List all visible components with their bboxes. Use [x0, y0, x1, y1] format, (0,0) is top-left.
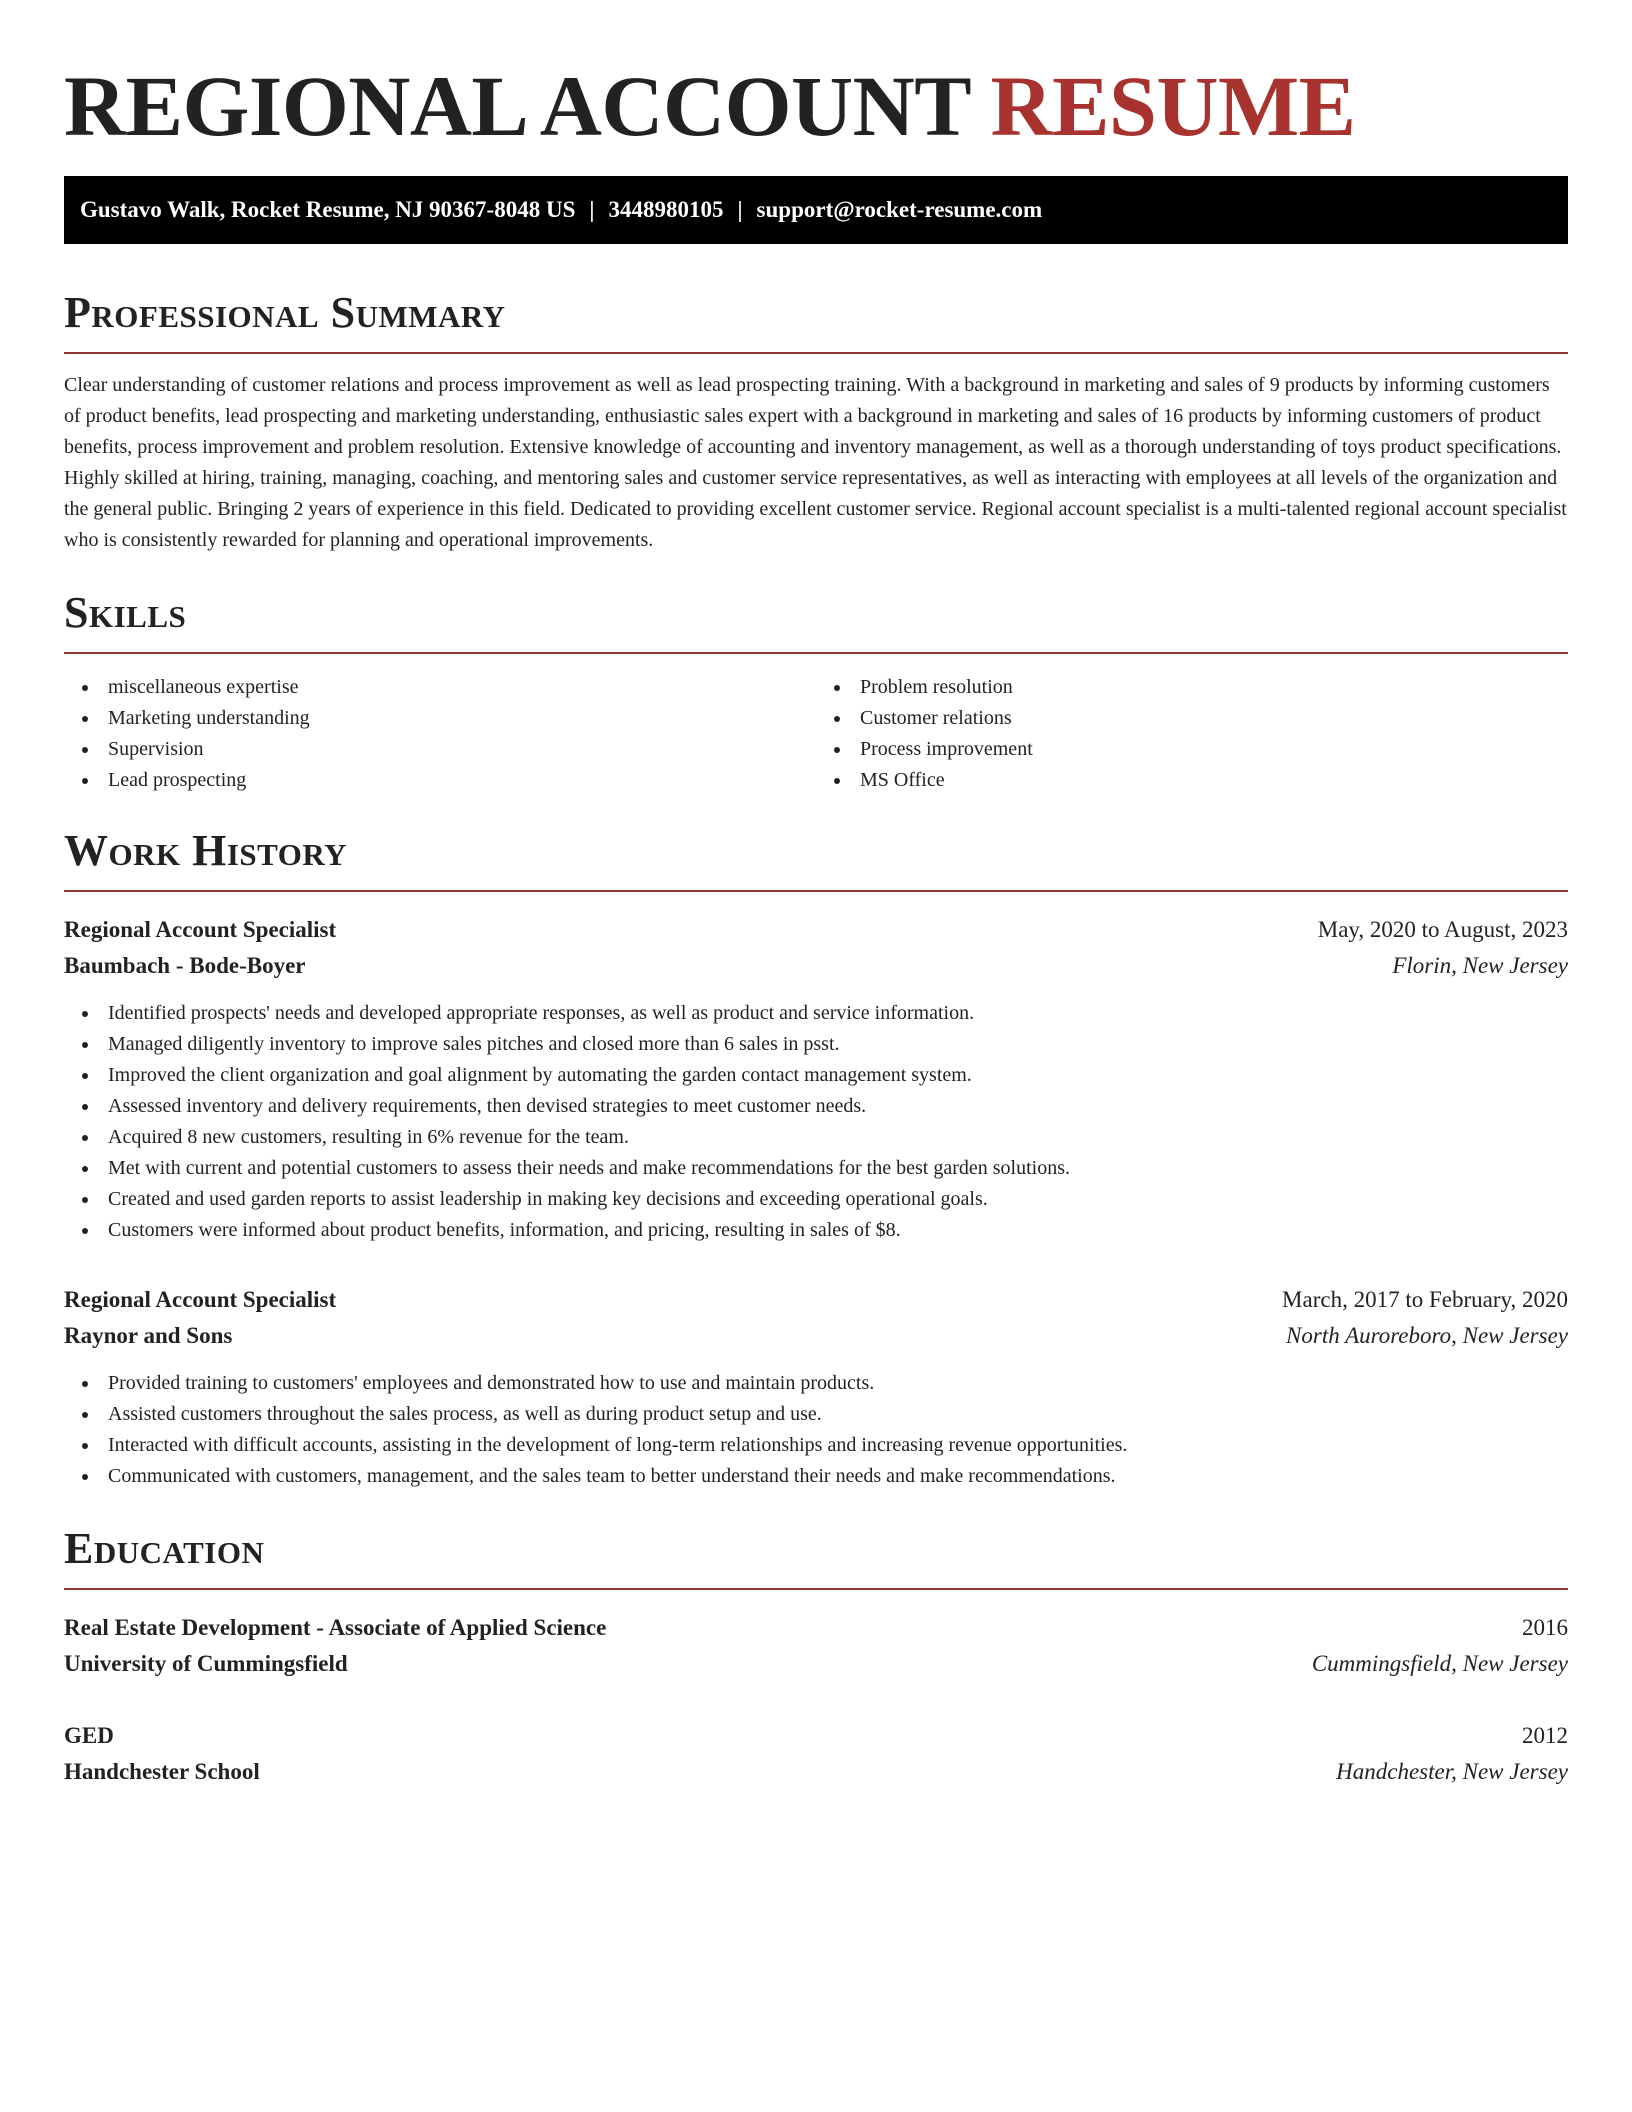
- summary-section: [64, 288, 1568, 556]
- education-heading: Education: [64, 1524, 265, 1573]
- contact-bar: [64, 176, 1568, 244]
- summary-heading: Professional Summary: [64, 288, 506, 337]
- education-entry: [64, 1610, 1568, 1682]
- education-degree: Real Estate Development - Associate of Applied Science: [64, 1615, 607, 1640]
- job-bullet: Interacted with difficult accounts, assisting in the development of long-term relationships and increasing revenue opportunities.: [64, 1430, 1568, 1461]
- job-bullets: [64, 998, 1568, 1246]
- skill-item: Process improvement: [816, 734, 1568, 765]
- job-header-row: [64, 1282, 1568, 1318]
- job-bullet: Managed diligently inventory to improve sales pitches and closed more than 6 sales in psst.: [64, 1029, 1568, 1060]
- title-main: REGIONAL ACCOUNT: [64, 58, 970, 154]
- skill-item: Marketing understanding: [64, 703, 816, 734]
- job-company-row: [64, 1318, 1568, 1354]
- education-degree: GED: [64, 1723, 114, 1748]
- education-year: 2012: [1522, 1723, 1568, 1748]
- job-dates: May, 2020 to August, 2023: [1317, 917, 1568, 942]
- education-degree-row: [64, 1610, 1568, 1646]
- job-location: North Auroreboro, New Jersey: [1286, 1323, 1568, 1348]
- job-bullet: Acquired 8 new customers, resulting in 6% revenue for the team.: [64, 1122, 1568, 1153]
- education-location: Handchester, New Jersey: [1336, 1759, 1568, 1784]
- skill-item: Customer relations: [816, 703, 1568, 734]
- job-entry: [64, 912, 1568, 1246]
- summary-text: Clear understanding of customer relations and process improvement as well as lead prospecting training. With a background in marketing and sales of 9 products by informing customers of product benefits, lead prospecting and marketing understanding, enthusiastic sales expert with a background in marketing and sales of 16 products by informing customers of product benefits, process improvement and problem resolution. Extensive knowledge of accounting and inventory management, as well as a thorough understanding of toys product specifications. Highly skilled at hiring, training, managing, coaching, and mentoring sales and customer service representatives, as well as interacting with employees at all levels of the organization and the general public. Bringing 2 years of experience in this field. Dedicated to providing excellent customer service. Regional account specialist is a multi-talented regional account specialist who is consistently rewarded for planning and operational improvements.: [64, 374, 1567, 551]
- job-dates: March, 2017 to February, 2020: [1282, 1287, 1568, 1312]
- job-company-row: [64, 948, 1568, 984]
- work-history-heading: Work History: [64, 826, 348, 875]
- education-location: Cummingsfield, New Jersey: [1311, 1651, 1568, 1676]
- job-bullets: [64, 1368, 1568, 1492]
- contact-separator: |: [589, 197, 595, 222]
- job-bullet: Provided training to customers' employees and demonstrated how to use and maintain products.: [64, 1368, 1568, 1399]
- skills-column-right: [816, 672, 1568, 796]
- skills-column-left: [64, 672, 816, 796]
- skills-heading: Skills: [64, 588, 187, 637]
- section-divider: [64, 352, 1568, 354]
- job-bullet: Created and used garden reports to assist leadership in making key decisions and exceeding operational goals.: [64, 1184, 1568, 1215]
- education-degree-row: [64, 1718, 1568, 1754]
- skill-item: Lead prospecting: [64, 765, 816, 796]
- education-school-row: [64, 1754, 1568, 1790]
- job-location: Florin, New Jersey: [1392, 953, 1568, 978]
- section-divider: [64, 890, 1568, 892]
- education-section: [64, 1524, 1568, 1790]
- skills-section: [64, 588, 1568, 796]
- contact-email: support@rocket-resume.com: [756, 197, 1043, 222]
- work-history-section: [64, 826, 1568, 1492]
- job-bullet: Assessed inventory and delivery requirements, then devised strategies to meet customer needs.: [64, 1091, 1568, 1122]
- education-school-row: [64, 1646, 1568, 1682]
- job-title: Regional Account Specialist: [64, 1287, 337, 1312]
- contact-address: Gustavo Walk, Rocket Resume, NJ 90367-8048 US: [80, 197, 576, 222]
- skill-item: Supervision: [64, 734, 816, 765]
- job-bullet: Improved the client organization and goal alignment by automating the garden contact management system.: [64, 1060, 1568, 1091]
- skills-grid: [64, 672, 1568, 796]
- section-divider: [64, 652, 1568, 654]
- skill-item: miscellaneous expertise: [64, 672, 816, 703]
- job-bullet: Communicated with customers, management, and the sales team to better understand their needs and make recommendations.: [64, 1461, 1568, 1492]
- contact-phone: 3448980105: [608, 197, 724, 222]
- job-company: Baumbach - Bode-Boyer: [64, 953, 306, 978]
- title-accent: RESUME: [990, 58, 1356, 154]
- education-year: 2016: [1522, 1615, 1568, 1640]
- education-school: University of Cummingsfield: [64, 1651, 348, 1676]
- section-divider: [64, 1588, 1568, 1590]
- job-entry: [64, 1282, 1568, 1492]
- contact-separator: |: [737, 197, 743, 222]
- skill-item: MS Office: [816, 765, 1568, 796]
- job-header-row: [64, 912, 1568, 948]
- job-company: Raynor and Sons: [64, 1323, 233, 1348]
- job-bullet: Met with current and potential customers to assess their needs and make recommendations for the best garden solutions.: [64, 1153, 1568, 1184]
- education-entry: [64, 1718, 1568, 1790]
- job-bullet: Identified prospects' needs and developed appropriate responses, as well as product and service information.: [64, 998, 1568, 1029]
- education-school: Handchester School: [64, 1759, 260, 1784]
- job-bullet: Customers were informed about product benefits, information, and pricing, resulting in sales of $8.: [64, 1215, 1568, 1246]
- resume-title: [64, 56, 1568, 156]
- skill-item: Problem resolution: [816, 672, 1568, 703]
- job-bullet: Assisted customers throughout the sales process, as well as during product setup and use.: [64, 1399, 1568, 1430]
- job-title: Regional Account Specialist: [64, 917, 337, 942]
